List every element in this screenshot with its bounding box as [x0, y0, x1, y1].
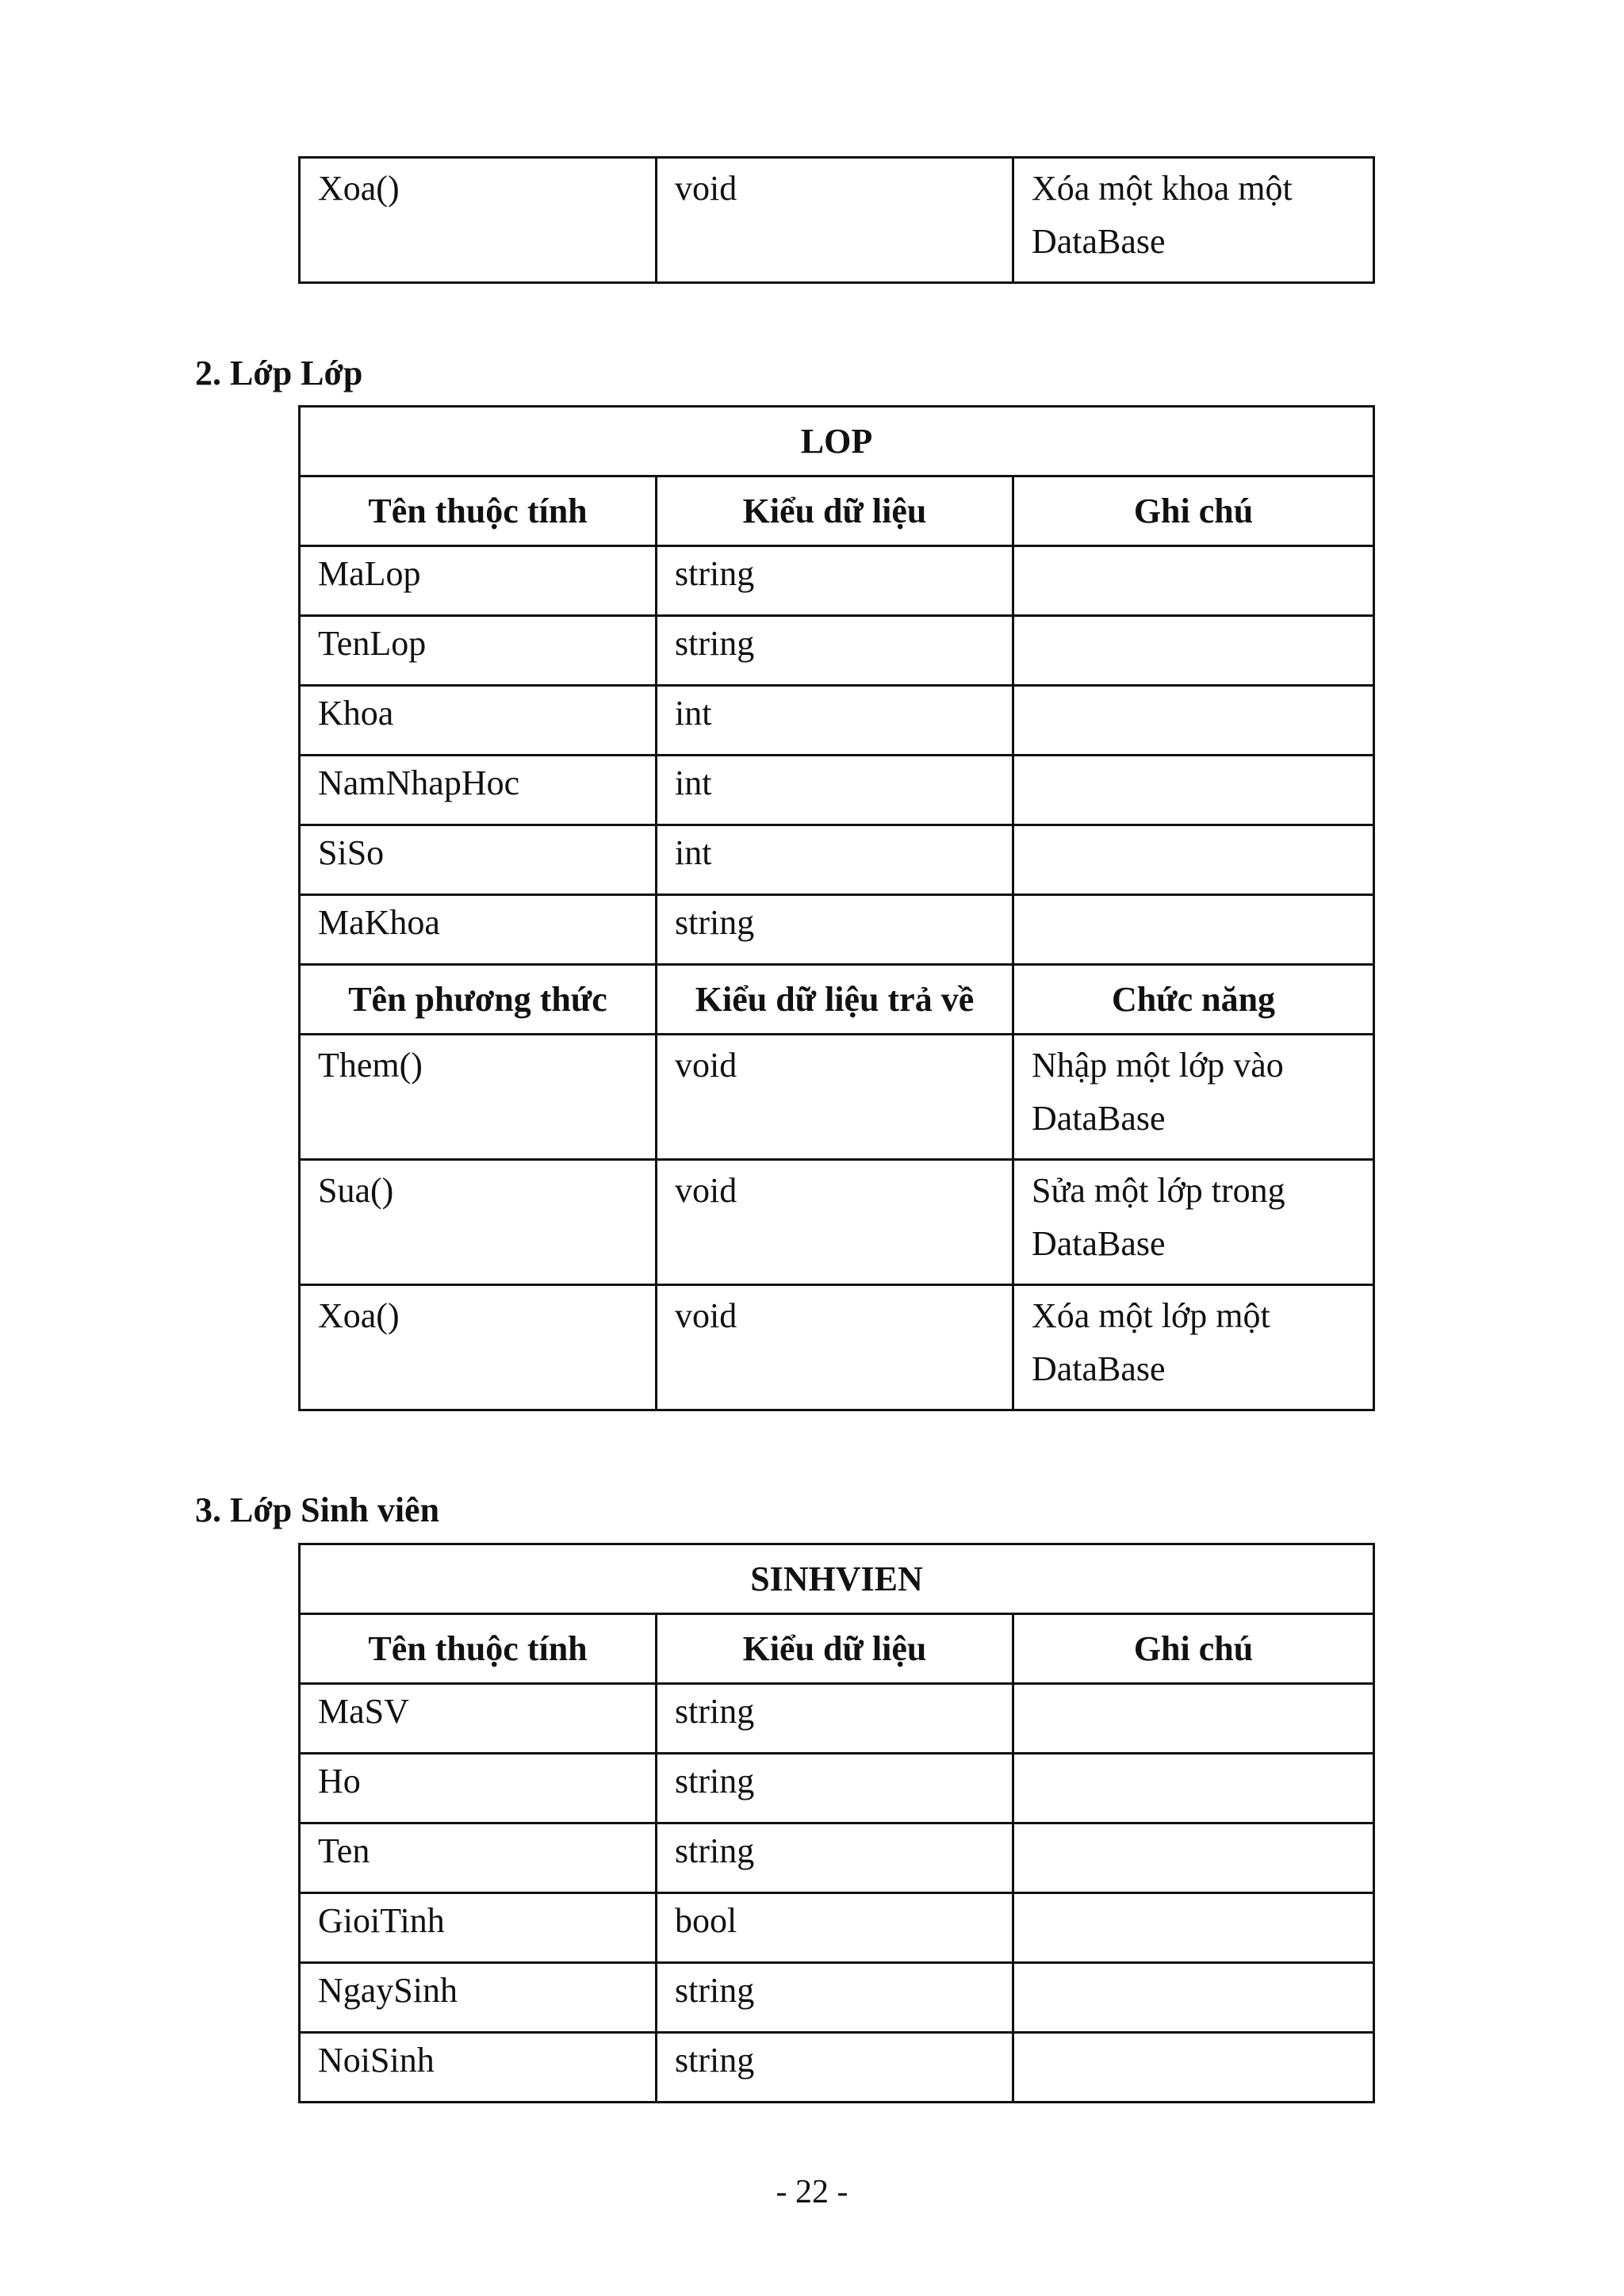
- return-type-cell: void: [657, 1035, 1013, 1160]
- table-row: [300, 686, 1374, 756]
- column-header: Tên thuộc tính: [300, 476, 657, 546]
- data-type-cell: string: [657, 1754, 1013, 1823]
- function-cell: Nhập một lớp vào DataBase: [1013, 1035, 1374, 1160]
- table-title: LOP: [300, 407, 1374, 476]
- table-row: [300, 546, 1374, 616]
- table-row: [300, 756, 1374, 825]
- table-row: [300, 158, 1374, 283]
- note-cell: [1013, 1823, 1374, 1893]
- data-type-cell: string: [657, 616, 1013, 686]
- attribute-name-cell: NamNhapHoc: [300, 756, 657, 825]
- khoa-methods-table-continued: [298, 156, 1375, 284]
- method-name-cell: Xoa(): [300, 1285, 657, 1410]
- table-row: [300, 1754, 1374, 1823]
- data-type-cell: string: [657, 1963, 1013, 2033]
- method-name-cell: Them(): [300, 1035, 657, 1160]
- data-type-cell: string: [657, 546, 1013, 616]
- column-header: Chức năng: [1013, 965, 1374, 1035]
- table-title: SINHVIEN: [300, 1544, 1374, 1614]
- method-name-cell: Sua(): [300, 1160, 657, 1285]
- table-header-row: [300, 1614, 1374, 1684]
- table-row: [300, 1285, 1374, 1410]
- return-type-cell: void: [657, 158, 1013, 283]
- return-type-cell: void: [657, 1285, 1013, 1410]
- note-cell: [1013, 686, 1374, 756]
- table-row: [300, 1823, 1374, 1893]
- table-row: [300, 895, 1374, 965]
- function-cell: Xóa một khoa một DataBase: [1013, 158, 1374, 283]
- table-title-row: [300, 407, 1374, 476]
- note-cell: [1013, 616, 1374, 686]
- note-cell: [1013, 2033, 1374, 2103]
- function-cell: Xóa một lớp một DataBase: [1013, 1285, 1374, 1410]
- table-row: [300, 616, 1374, 686]
- data-type-cell: string: [657, 1684, 1013, 1754]
- column-header: Ghi chú: [1013, 1614, 1374, 1684]
- column-header: Tên phương thức: [300, 965, 657, 1035]
- data-type-cell: int: [657, 825, 1013, 895]
- attribute-name-cell: Khoa: [300, 686, 657, 756]
- data-type-cell: int: [657, 756, 1013, 825]
- column-header: Tên thuộc tính: [300, 1614, 657, 1684]
- sinhvien-class-table: [298, 1543, 1375, 2103]
- section-heading-lop: 2. Lớp Lớp: [195, 354, 363, 392]
- note-cell: [1013, 756, 1374, 825]
- page-number: - 22 -: [776, 2174, 848, 2210]
- table-title-row: [300, 1544, 1374, 1614]
- data-type-cell: string: [657, 2033, 1013, 2103]
- note-cell: [1013, 1684, 1374, 1754]
- note-cell: [1013, 825, 1374, 895]
- attribute-name-cell: MaKhoa: [300, 895, 657, 965]
- note-cell: [1013, 895, 1374, 965]
- data-type-cell: bool: [657, 1893, 1013, 1963]
- method-header-row: [300, 965, 1374, 1035]
- method-name-cell: Xoa(): [300, 158, 657, 283]
- attribute-name-cell: Ho: [300, 1754, 657, 1823]
- data-type-cell: int: [657, 686, 1013, 756]
- column-header: Ghi chú: [1013, 476, 1374, 546]
- note-cell: [1013, 1893, 1374, 1963]
- attribute-name-cell: MaSV: [300, 1684, 657, 1754]
- column-header: Kiểu dữ liệu: [657, 1614, 1013, 1684]
- table-header-row: [300, 476, 1374, 546]
- table-row: [300, 1963, 1374, 2033]
- function-cell: Sửa một lớp trong DataBase: [1013, 1160, 1374, 1285]
- column-header: Kiểu dữ liệu trả về: [657, 965, 1013, 1035]
- attribute-name-cell: TenLop: [300, 616, 657, 686]
- attribute-name-cell: NgaySinh: [300, 1963, 657, 2033]
- table-row: [300, 1893, 1374, 1963]
- return-type-cell: void: [657, 1160, 1013, 1285]
- attribute-name-cell: Ten: [300, 1823, 657, 1893]
- attribute-name-cell: MaLop: [300, 546, 657, 616]
- attribute-name-cell: NoiSinh: [300, 2033, 657, 2103]
- section-heading-sinhvien: 3. Lớp Sinh viên: [195, 1490, 440, 1529]
- note-cell: [1013, 1754, 1374, 1823]
- table-row: [300, 1035, 1374, 1160]
- attribute-name-cell: SiSo: [300, 825, 657, 895]
- attribute-name-cell: GioiTinh: [300, 1893, 657, 1963]
- table-row: [300, 825, 1374, 895]
- lop-class-table: [298, 405, 1375, 1411]
- table-row: [300, 1684, 1374, 1754]
- table-row: [300, 1160, 1374, 1285]
- note-cell: [1013, 546, 1374, 616]
- column-header: Kiểu dữ liệu: [657, 476, 1013, 546]
- data-type-cell: string: [657, 1823, 1013, 1893]
- note-cell: [1013, 1963, 1374, 2033]
- table-row: [300, 2033, 1374, 2103]
- data-type-cell: string: [657, 895, 1013, 965]
